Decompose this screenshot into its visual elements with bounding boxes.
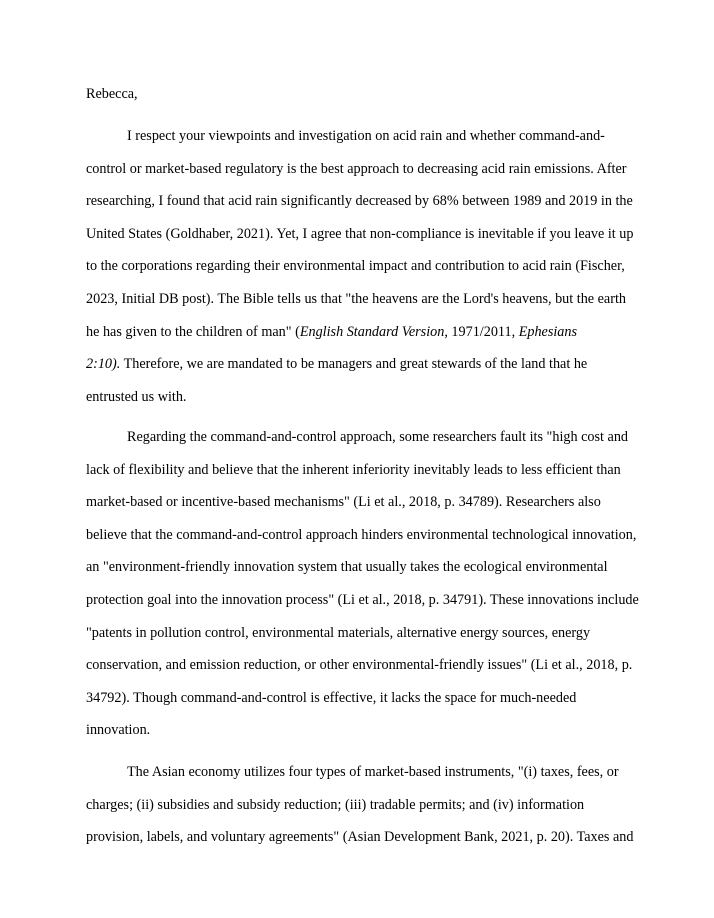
text-run: to the corporations regarding their environmental impact and contribution to acid rain (Fischer,	[86, 258, 625, 275]
paragraph-1-line-7	[86, 323, 577, 341]
paragraph-2-line-9	[86, 689, 576, 707]
paragraph-3-line-3	[86, 828, 633, 846]
paragraph-2-line-3	[86, 493, 601, 511]
paragraph-1-line-8	[86, 355, 587, 373]
text-run: United States (Goldhaber, 2021). Yet, I agree that non-compliance is inevitable if you leave it up	[86, 225, 634, 242]
text-run: innovation.	[86, 722, 151, 739]
text-run: 2023, Initial DB post). The Bible tells us that "the heavens are the Lord's heavens, but the earth	[86, 291, 626, 307]
text-run: he has given to the children of man" (	[86, 323, 300, 340]
paragraph-2-line-4	[86, 526, 636, 544]
italic-text: English Standard Version	[299, 323, 445, 340]
text-run: charges; (ii) subsidies and subsidy reduction; (iii) tradable permits; and (iv) information	[86, 796, 585, 813]
paragraph-1-line-3	[86, 192, 633, 210]
paragraph-2-line-10	[86, 721, 150, 739]
paragraph-2-line-7	[86, 624, 590, 642]
paragraph-3-line-2	[86, 796, 584, 814]
text-run: conservation, and emission reduction, or other environmental-friendly issues" (Li et al., 2018, p.	[86, 657, 633, 674]
text-run: an "environment-friendly innovation system that usually takes the ecological environmental	[86, 559, 608, 576]
text-run: believe that the command-and-control approach hinders environmental technological innovation,	[86, 526, 637, 543]
paragraph-1-line-4	[86, 225, 633, 243]
text-run: , 1971/2011,	[444, 323, 519, 340]
paragraph-2-line-2	[86, 461, 621, 479]
text-run: entrusted us with.	[86, 388, 187, 405]
text-run: "patents in pollution control, environmental materials, alternative energy sources, energy	[86, 624, 591, 641]
text-run: researching, I found that acid rain significantly decreased by 68% between 1989 and 2019 in the	[86, 193, 633, 210]
text-run: protection goal into the innovation process" (Li et al., 2018, p. 34791). These innovations include	[86, 592, 639, 608]
text-run: provision, labels, and voluntary agreements" (Asian Development Bank, 2021, p. 20). Taxes and	[86, 829, 634, 846]
text-run: Regarding the command-and-control approach, some researchers fault its "high cost and	[127, 429, 629, 445]
text-run: market-based or incentive-based mechanisms" (Li et al., 2018, p. 34789). Researchers also	[86, 494, 601, 511]
text-run: control or market-based regulatory is the best approach to decreasing acid rain emissions. After	[86, 160, 627, 177]
paragraph-1-line-1	[127, 127, 605, 145]
paragraph-1-line-6	[86, 290, 626, 308]
paragraph-1-line-5	[86, 257, 625, 275]
text-run: I respect your viewpoints and investigation on acid rain and whether command-and-	[127, 128, 605, 144]
paragraph-2-line-1	[127, 428, 628, 446]
paragraph-2-line-8	[86, 656, 632, 674]
paragraph-1-line-9	[86, 388, 186, 406]
salutation: Rebecca,	[86, 86, 138, 102]
paragraph-2-line-6	[86, 591, 639, 609]
text-run: lack of flexibility and believe that the inherent inferiority inevitably leads to less efficient than	[86, 461, 621, 478]
italic-text: 2:10).	[86, 356, 121, 373]
italic-text: Ephesians	[518, 323, 578, 340]
paragraph-1-line-2	[86, 160, 627, 178]
paragraph-2-line-5	[86, 558, 608, 576]
text-run: 34792). Though command-and-control is effective, it lacks the space for much-needed	[86, 689, 577, 706]
paragraph-3-line-1	[127, 763, 619, 781]
text-run: The Asian economy utilizes four types of market-based instruments, "(i) taxes, fees, or	[127, 764, 619, 780]
text-run: Therefore, we are mandated to be managers and great stewards of the land that he	[120, 356, 588, 373]
